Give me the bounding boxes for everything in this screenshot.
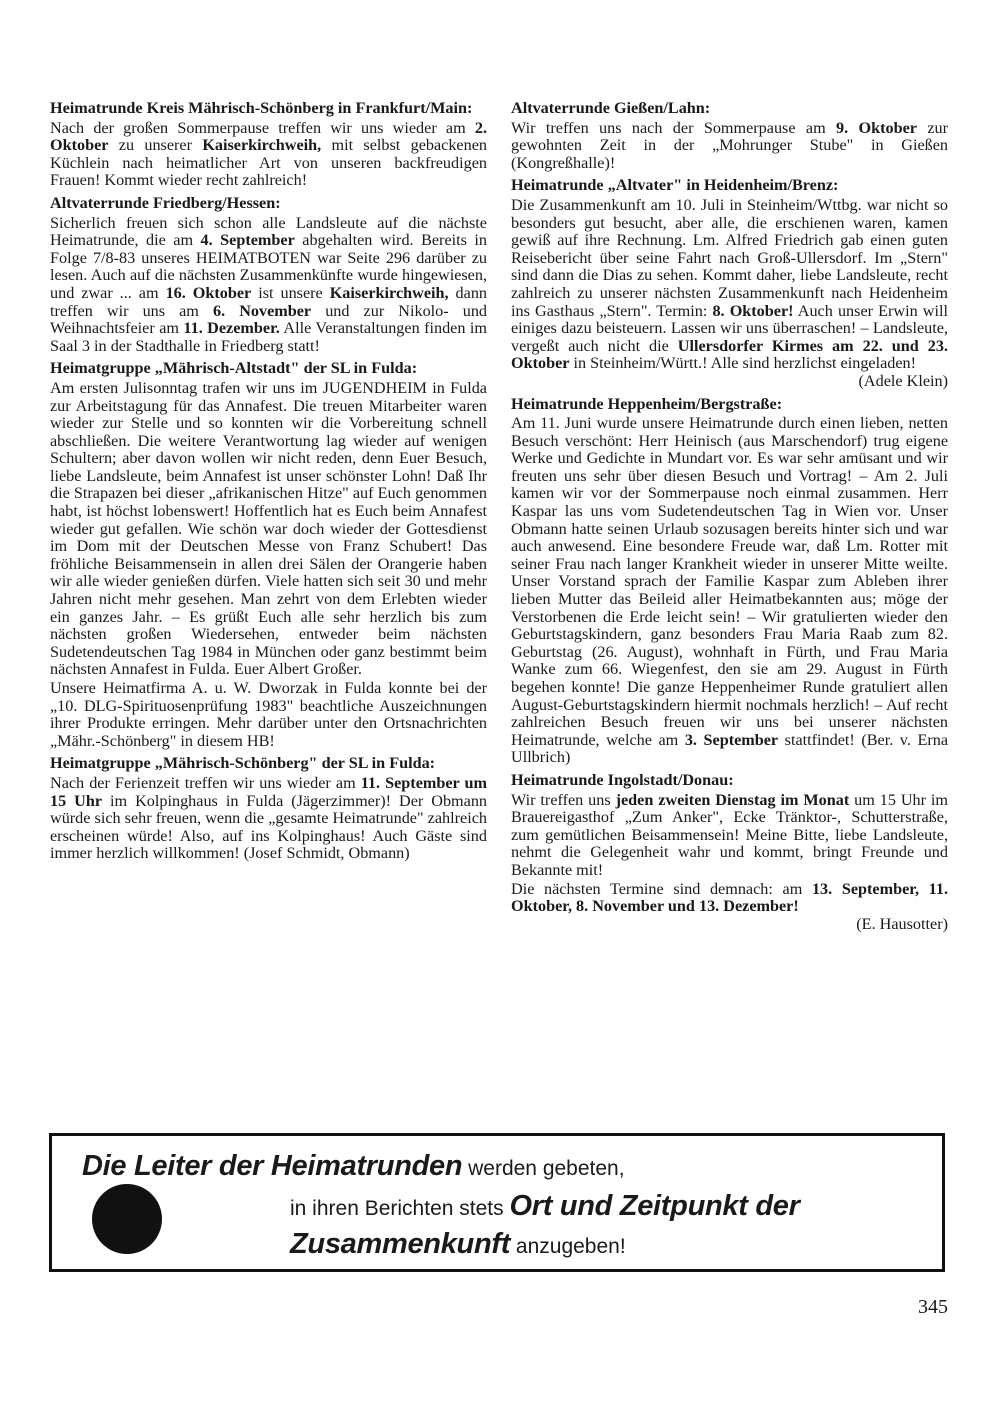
article-heading: Heimatrunde Ingolstadt/Donau:	[511, 770, 734, 789]
article-heading: Heimatgruppe „Mährisch-Altstadt" der SL in Fulda:	[50, 359, 418, 378]
article	[50, 100, 487, 190]
article-paragraph: Nach der Ferienzeit treffen wir uns wieder am 11. September um 15 Uhr im Kolpinghaus in Fulda (Jägerzimmer)! Der Obmann würde sich sehr freuen, wenn die „gesamte Heimatrunde" zahlreich erscheinen würde! Also, auf ins Kolpinghaus! Auch Gäste sind immer herzlich willkommen! (Josef Schmidt, Obmann)	[50, 773, 488, 863]
article-paragraph: Die nächsten Termine sind demnach: am 13. September, 11. Oktober, 8. November und 13. Dezember! (E. Hausotter)	[511, 879, 948, 933]
bullet-dot-icon	[92, 1184, 162, 1254]
article-paragraph: Die Zusammenkunft am 10. Juli in Steinheim/Wttbg. war nicht so besonders gut besucht, aber alle, die erschienen waren, kamen gewiß auf ihre Rechnung. Lm. Alfred Friedrich gab einen guten Reisebericht über seine Fahrt nach Groß-Ullersdorf. Im „Stern" sind dann die Dias zu sehen. Kommt daher, liebe Landsleute, recht zahlreich zu unserer nächsten Zusammenkunft nach Heidenheim ins Gasthaus „Stern". Termin: 8. Oktober! Auch unser Erwin will einiges dazu beisteuern. Lassen wir uns überraschen! – Landsleute, vergeßt auch nicht die Ullersdorfer Kirmes am 22. und 23. Oktober in Steinheim/Württ.! Alle sind herzlichst eingeladen! (Adele Klein)	[511, 195, 948, 390]
article	[511, 177, 948, 390]
article-heading: Altvaterrunde Gießen/Lahn:	[511, 99, 711, 117]
article	[511, 100, 948, 172]
article-heading: Heimatrunde Kreis Mährisch-Schönberg in Frankfurt/Main:	[50, 99, 473, 117]
notice-box	[49, 1133, 945, 1272]
article-heading: Heimatrunde „Altvater" in Heidenheim/Brenz:	[511, 176, 839, 195]
article	[511, 396, 948, 767]
article-heading: Altvaterrunde Friedberg/Hessen:	[50, 193, 281, 212]
article-paragraph: Wir treffen uns nach der Sommerpause am 9. Oktober zur gewohnten Zeit in der „Mohrunger Stube" in Gießen (Kongreßhalle)!	[511, 118, 949, 172]
notice-line-2: in ihren Berichten stets Ort und Zeitpunkt der	[290, 1190, 800, 1222]
article-paragraph: Wir treffen uns jeden zweiten Dienstag im Monat um 15 Uhr im Brauereigasthof „Zum Anker", Ecke Tränktor-, Schutterstraße, zum gemütlichen Beisammensein! Meine Bitte, liebe Landsleute, nehmt die Gelegenheit wahr und kommt, bringt Freunde und Bekannte mit!	[511, 790, 948, 879]
article-signature: (E. Hausotter)	[856, 914, 948, 933]
article-paragraph: Am ersten Julisonntag trafen wir uns im JUGENDHEIM in Fulda zur Arbeitstagung für das Annafest. Die treuen Mitarbeiter waren wieder zur Stelle und so konnten wir die Vorbereitung schnell abschließen. Die weitere Verantwortung lag wieder auf wenigen Schultern; aber davon wollen wir nicht reden, denn Euer Besuch, liebe Landsleute, beim Annafest ist unser schönster Lohn! Daß Ihr die Strapazen bei dieser „afrikanischen Hitze" auf Euch genommen habt, ist höchst lobenswert! Hoffentlich hat es Euch beim Annafest wieder gut gefallen. Wie schön war doch wieder der Gottesdienst im Dom mit der Deutschen Messe von Franz Schubert! Das fröhliche Beisammensein in allen drei Sälen der Orangerie haben wir alle wieder genießen dürfen. Viele hatten sich seit 30 und mehr Jahren nicht mehr gesehen. Man zehrt von dem Erlebten wieder ein ganzes Jahr. – Es grüßt Euch alle sehr herzlich bis zum nächsten großen Wiedersehen, entweder beim nächsten Sudetendeutschen Tag 1984 in München oder ganz bestimmt beim nächsten Annafest in Fulda. Euer Albert Großer.	[50, 378, 487, 679]
article-paragraph: Unsere Heimatfirma A. u. W. Dworzak in Fulda konnte bei der „10. DLG-Spirituosenprüfung 1983" beachtliche Auszeichnungen ihrer Produkte erringen. Mehr darüber unter den Ortsnachrichten „Mähr.-Schönberg" in diesem HB!	[50, 679, 487, 750]
article	[50, 195, 487, 355]
page-number: 345	[918, 1296, 948, 1318]
article-signature: (Adele Klein)	[858, 371, 948, 390]
notice-line-3: Zusammenkunft anzugeben!	[290, 1228, 626, 1260]
left-column	[50, 100, 487, 868]
notice-line-1: Die Leiter der Heimatrunden werden gebeten,	[82, 1150, 625, 1182]
article-paragraph: Sicherlich freuen sich schon alle Landsleute auf die nächste Heimatrunde, die am 4. September abgehalten wird. Bereits in Folge 7/8-83 unseres HEIMATBOTEN war Seite 296 darüber zu lesen. Auch auf die nächsten Zusammenkünfte wurde hingewiesen, und zwar ... am 16. Oktober ist unsere Kaiserkirchweih, dann treffen wir uns am 6. November und zur Nikolo- und Weihnachtsfeier am 11. Dezember. Alle Veranstaltungen finden im Saal 3 in der Stadthalle in Friedberg statt!	[50, 213, 488, 355]
article-paragraph: Am 11. Juni wurde unsere Heimatrunde durch einen lieben, netten Besuch verschönt: Herr Heinisch (aus Marschendorf) trug eigene Werke und Gedichte in Mundart vor. Es war sehr amüsant und wir freuten uns sehr über diesen Besuch und Vortrag! – Am 2. Juli kamen wir vor der Sommerpause noch einmal zusammen. Herr Kaspar las uns vom Sudetendeutschen Tag in Wien vor. Unser Obmann hatte seinen Urlaub sozusagen bereits hinter sich und war auch anwesend. Eine besondere Freude war, daß Lm. Rotter mit seiner Frau nach langer Krankheit wieder in unserer Mitte weilte. Unser Vorstand sprach der Familie Kaspar zum Ableben ihrer lieben Mutter das Beileid aller Heimatbekannten aus; möge der Verstorbenen die Erde leicht sein! – Wir gratulierten wieder den Geburtstagskindern, ganz besonders Frau Maria Raab zum 82. Geburtstag (26. August), wohnhaft in Fürth, und Frau Maria Wanke zum 66. Wiegenfest, den sie am 29. August in Fürth begehen konnte! Die ganze Heppenheimer Runde gratuliert allen August-Geburtstagskindern hiermit nochmals herzlich! – Auf recht zahlreichen Besuch freuen wir uns bei unserer nächsten Heimatrunde, welche am 3. September stattfindet! (Ber. v. Erna Ullbrich)	[511, 414, 948, 767]
article	[511, 772, 948, 933]
article-heading: Heimatrunde Heppenheim/Bergstraße:	[511, 394, 783, 413]
article-paragraph: Nach der großen Sommerpause treffen wir uns wieder am 2. Oktober zu unserer Kaiserkirchweih, mit selbst gebackenen Küchlein nach heimatlicher Art von unseren backfreudigen Frauen! Kommt wieder recht zahlreich!	[50, 118, 487, 190]
article	[50, 755, 487, 863]
right-column	[511, 100, 948, 938]
article-heading: Heimatgruppe „Mährisch-Schönberg" der SL in Fulda:	[50, 754, 436, 773]
article	[50, 360, 487, 750]
